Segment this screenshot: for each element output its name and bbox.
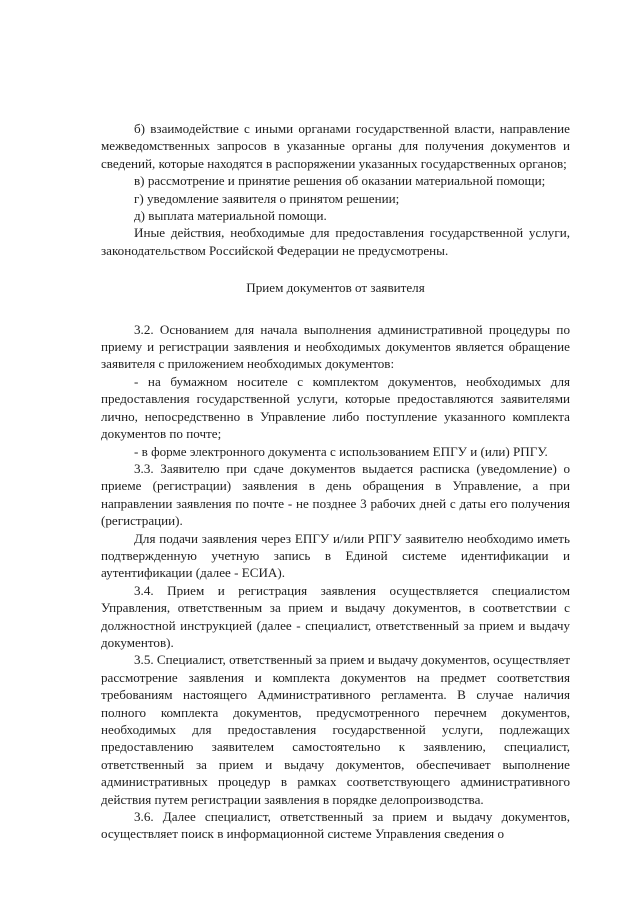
paragraph-3-6: 3.6. Далее специалист, ответственный за прием и выдачу документов, осуществляет поиск в информационной системе Управления сведения о — [101, 809, 570, 842]
paragraph-3-5: 3.5. Специалист, ответственный за прием и выдачу документов, осуществляет рассмотрение заявления и комплекта документов на предмет соответствия требованиям настоящего Административного регламента. В случае наличия полного комплекта документов, предусмотренного перечнем документов, необходимых для предоставления государственной услуги, подлежащих предоставлению заявителем самостоятельно к заявлению, специалист, ответственный за прием и выдачу документов, обеспечивает выполнение административных процедур в рамках соответствующего административного действия путем регистрации заявления в порядке делопроизводства. — [101, 652, 570, 807]
list-item-electronic: - в форме электронного документа с использованием ЕПГУ и (или) РПГУ. — [134, 443, 548, 459]
paragraph-3-3: 3.3. Заявителю при сдаче документов выдается расписка (уведомление) о приеме (регистрации) заявления в день обращения в Управление, а при направлении заявления по почте - не позднее 3 рабочих дней с даты его получения (регистрации). — [101, 460, 570, 529]
section-heading: Прием документов от заявителя — [246, 280, 425, 296]
paragraph-esia: Для подачи заявления через ЕПГУ и/или РПГУ заявителю необходимо иметь подтвержденную учетную запись в Единой системе идентификации и аутентификации (далее - ЕСИА). — [101, 530, 570, 581]
paragraph-other-actions: Иные действия, необходимые для предоставления государственной услуги, законодательством Российской Федерации не предусмотрены. — [101, 225, 570, 258]
paragraph-v: в) рассмотрение и принятие решения об оказании материальной помощи; — [134, 173, 546, 189]
paragraph-3-2: 3.2. Основанием для начала выполнения административной процедуры по приему и регистрации заявления и необходимых документов является обращение заявителя с приложением необходимых документов: — [101, 321, 570, 372]
list-item-paper: - на бумажном носителе с комплектом документов, необходимых для предоставления государственной услуги, которые предоставляются заявителями лично, непосредственно в Управление либо поступление указанного комплекта документов по почте; — [101, 373, 570, 442]
paragraph-d: д) выплата материальной помощи. — [134, 208, 327, 224]
paragraph-3-4: 3.4. Прием и регистрация заявления осуществляется специалистом Управления, ответственным за прием и выдачу документов, в соответствии с должностной инструкцией (далее - специалист, ответственный за прием и выдачу документов). — [101, 582, 570, 650]
paragraph-g: г) уведомление заявителя о принятом решении; — [134, 190, 400, 206]
paragraph-b: б) взаимодействие с иными органами государственной власти, направление межведомственных запросов в указанные органы для получения документов и сведений, которые находятся в распоряжении указанных государственных органов; — [101, 121, 570, 171]
